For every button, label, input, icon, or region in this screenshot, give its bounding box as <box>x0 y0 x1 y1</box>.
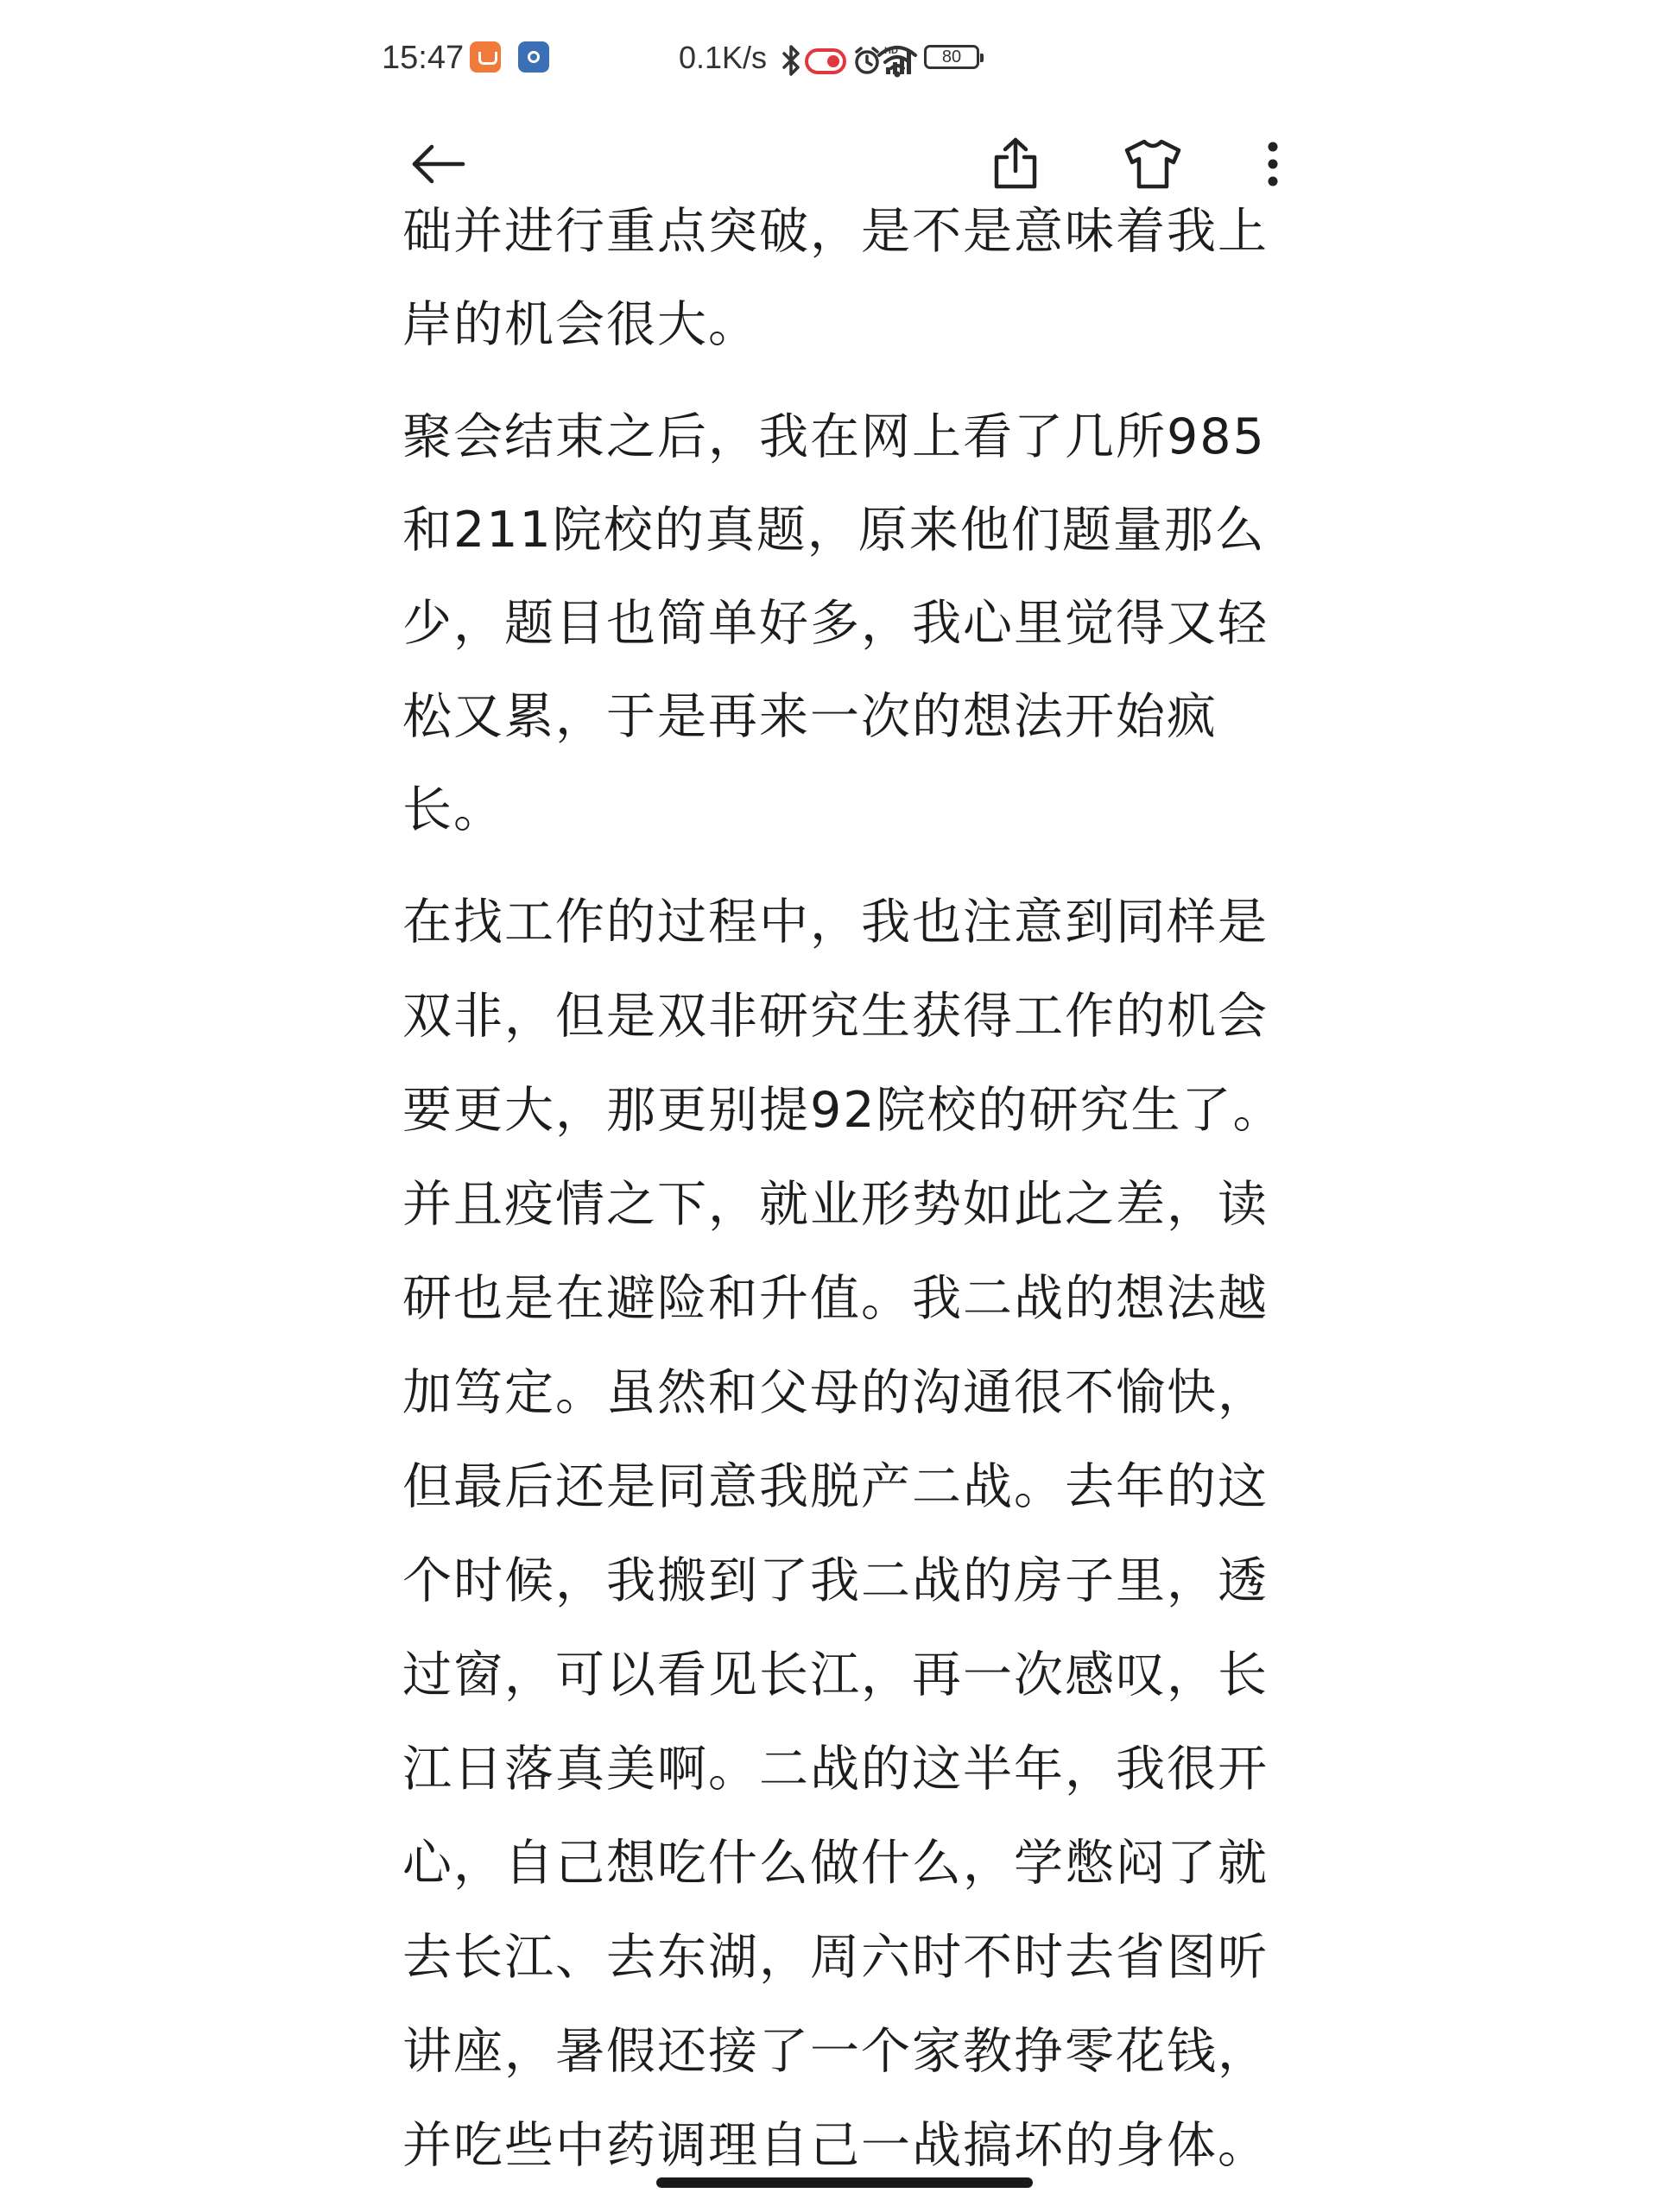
network-speed: 0.1K/s <box>679 40 768 75</box>
shirt-icon <box>1123 138 1182 190</box>
battery-icon: 80 <box>924 45 979 69</box>
app-store-icon <box>470 41 501 73</box>
wifi-icon <box>874 36 921 85</box>
bluetooth-icon <box>784 47 798 74</box>
article-paragraph: 础并进行重点突破，是不是意味着我上岸的机会很大。 <box>402 203 1269 353</box>
more-vertical-icon <box>1266 138 1280 190</box>
article-paragraph: 聚会结束之后，我在网上看了几所985和211院校的真题，原来他们题量那么少，题目也简单好多，我心里觉得又轻松又累，于是再来一次的想法开始疯长。 <box>402 408 1269 838</box>
status-time: 15:47 <box>382 40 465 76</box>
settings-app-icon <box>518 41 549 73</box>
home-indicator[interactable] <box>656 2177 1033 2188</box>
toggle-icon <box>807 50 845 73</box>
article-paragraph: 在找工作的过程中，我也注意到同样是双非，但是双非研究生获得工作的机会要更大，那更别提92院校的研究生了。并且疫情之下，就业形势如此之差，读研也是在避险和升值。我二战的想法越加笃定。虽然和父母的沟通很不愉快，但最后还是同意我脱产二战。去年的这个时候，我搬到了我二战的房子里，透过窗，可以看见长江，再一次感叹，长江日落真美啊。二战的这半年，我很开心，自己想吃什么做什么，学憋闷了就去长江、去东湖，周六时不时去省图听讲座，暑假还接了一个家教挣零花钱，并吃些中药调理自己一战搞坏的身体。 <box>402 894 1284 2174</box>
svg-text:HD: HD <box>884 46 898 56</box>
article-body <box>402 203 1292 2212</box>
status-bar <box>382 33 1276 88</box>
back-arrow-icon <box>411 143 466 185</box>
phone-screen <box>382 0 1284 2210</box>
share-icon <box>990 136 1041 192</box>
